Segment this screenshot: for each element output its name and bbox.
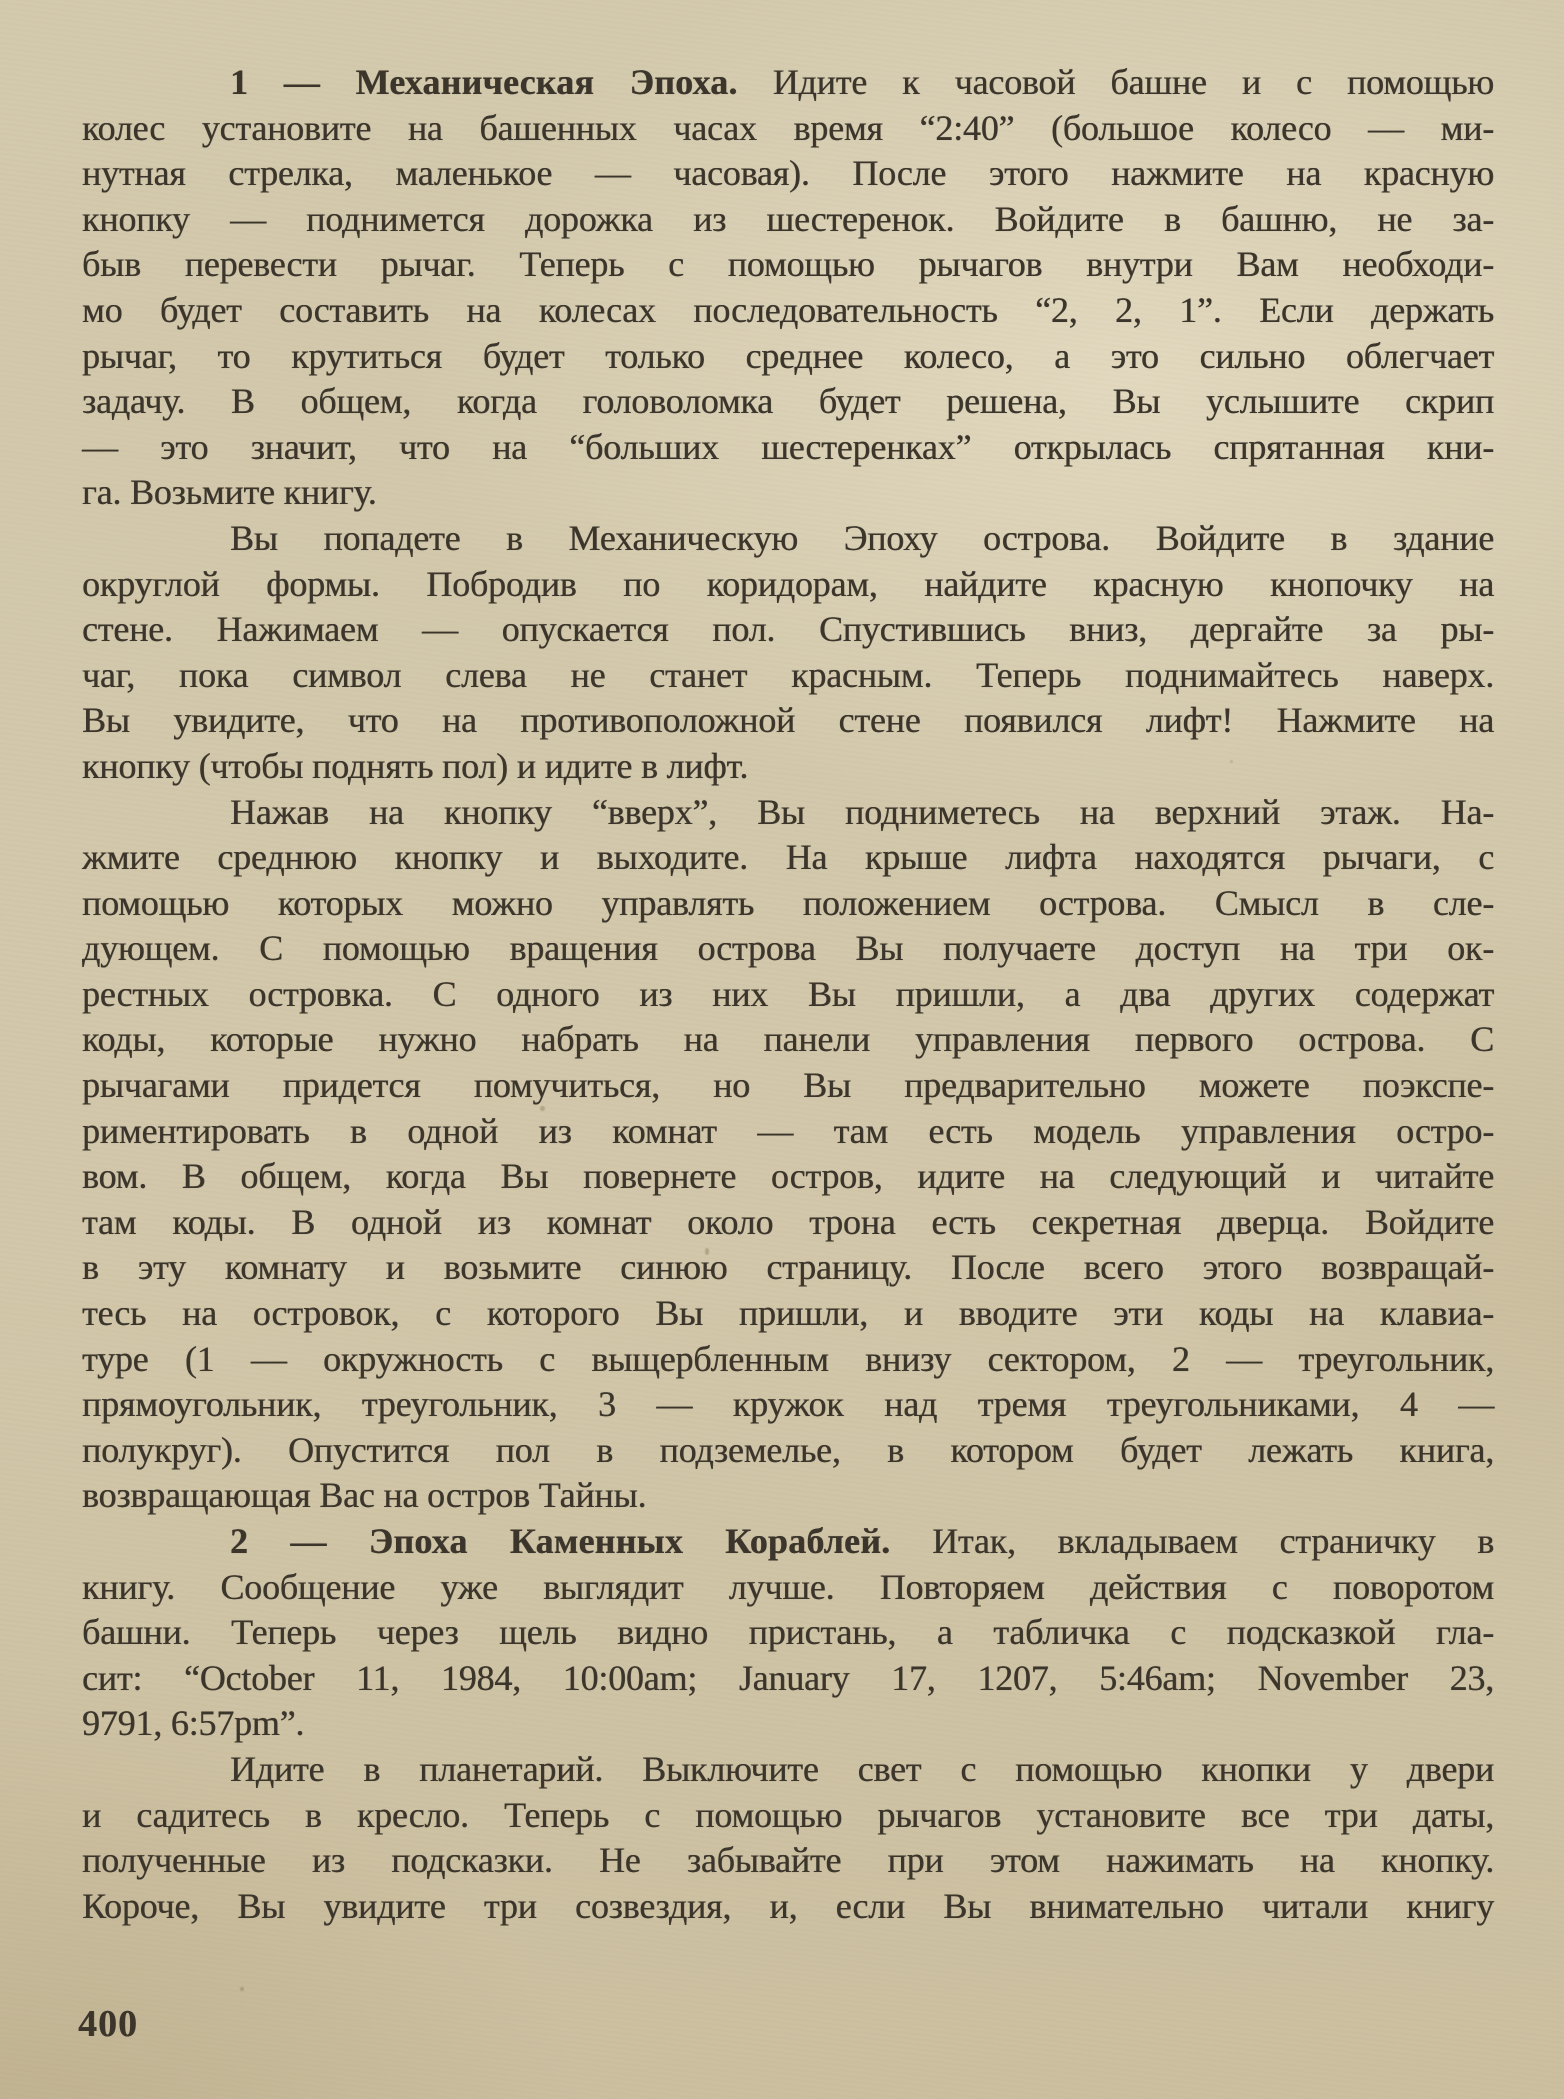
- paragraph: [82, 790, 1494, 1520]
- text-line: — это значит, что на “больших шестеренках” открылась спрятанная кни-: [82, 426, 1494, 467]
- text-line: быв перевести рычаг. Теперь с помощью рычагов внутри Вам необходи-: [82, 244, 1494, 285]
- text-line: жмите среднюю кнопку и выходите. На крыше лифта находятся рычаги, с: [82, 837, 1494, 878]
- text-line: рычагами придется помучиться, но Вы предварительно можете поэкспе-: [82, 1065, 1494, 1106]
- text-line: и садитесь в кресло. Теперь с помощью рычагов установите все три даты,: [82, 1794, 1494, 1835]
- paper-speck: [705, 1248, 709, 1255]
- text-line: кнопку (чтобы поднять пол) и идите в лифт.: [82, 745, 749, 786]
- text-line: Идите в планетарий. Выключите свет с помощью кнопки у двери: [230, 1748, 1494, 1789]
- text-line: рычаг, то крутиться будет только среднее колесо, а это сильно облегчает: [82, 335, 1494, 376]
- text-line: га. Возьмите книгу.: [82, 472, 377, 513]
- paragraph: [82, 60, 1494, 516]
- text-line: 9791, 6:57pm”.: [82, 1703, 305, 1744]
- text-line: Короче, Вы увидите три созвездия, и, если Вы внимательно читали книгу: [82, 1885, 1494, 1926]
- text-line: кнопку — поднимется дорожка из шестеренок. Войдите в башню, не за-: [82, 198, 1494, 239]
- paper-speck: [1230, 760, 1233, 763]
- text-line: мо будет составить на колесах последовательность “2, 2, 1”. Если держать: [82, 289, 1494, 330]
- text-line: чаг, пока символ слева не станет красным. Теперь поднимайтесь наверх.: [82, 654, 1494, 695]
- text-line: сит: “October 11, 1984, 10:00am; January 17, 1207, 5:46am; November 23,: [82, 1657, 1494, 1698]
- text-line: нутная стрелка, маленькое — часовая). После этого нажмите на красную: [82, 153, 1494, 194]
- text-line: риментировать в одной из комнат — там есть модель управления остро-: [82, 1110, 1494, 1151]
- text-line: полукруг). Опустится пол в подземелье, в котором будет лежать книга,: [82, 1429, 1494, 1470]
- text-line: округлой формы. Побродив по коридорам, найдите красную кнопочку на: [82, 563, 1494, 604]
- text-line: в эту комнату и возьмите синюю страницу. После всего этого возвращай-: [82, 1247, 1494, 1288]
- text-line: там коды. В одной из комнат около трона есть секретная дверца. Войдите: [82, 1201, 1494, 1242]
- text-line: книгу. Сообщение уже выглядит лучше. Повторяем действия с поворотом: [82, 1566, 1494, 1607]
- paper-speck: [540, 1106, 545, 1111]
- text-line: дующем. С помощью вращения острова Вы получаете доступ на три ок-: [82, 928, 1494, 969]
- text-line: Нажав на кнопку “вверх”, Вы подниметесь на верхний этаж. На-: [230, 791, 1494, 832]
- text-line: помощью которых можно управлять положением острова. Смысл в сле-: [82, 882, 1494, 923]
- paragraph: [82, 516, 1494, 790]
- page-number: 400: [78, 2003, 138, 2045]
- text-line: Вы увидите, что на противоположной стене появился лифт! Нажмите на: [82, 700, 1494, 741]
- text-line: задачу. В общем, когда головоломка будет решена, Вы услышите скрип: [82, 381, 1494, 422]
- paragraph: [82, 1519, 1494, 1747]
- text-line: башни. Теперь через щель видно пристань, а табличка с подсказкой гла-: [82, 1612, 1494, 1653]
- text-line: тесь на островок, с которого Вы пришли, и вводите эти коды на клавиа-: [82, 1293, 1494, 1334]
- text-line: возвращающая Вас на остров Тайны.: [82, 1475, 647, 1516]
- text-line: Вы попадете в Механическую Эпоху острова. Войдите в здание: [230, 517, 1494, 558]
- text-line: вом. В общем, когда Вы повернете остров, идите на следующий и читайте: [82, 1156, 1494, 1197]
- paragraph-lead: 1 — Механическая Эпоха.: [230, 62, 738, 102]
- text-line: рестных островка. С одного из них Вы пришли, а два других содержат: [82, 973, 1494, 1014]
- text-line: стене. Нажимаем — опускается пол. Спустившись вниз, дергайте за ры-: [82, 609, 1494, 650]
- paragraph-lead: 2 — Эпоха Каменных Кораблей.: [230, 1521, 891, 1561]
- text-block: [82, 60, 1494, 1929]
- text-line: 1 — Механическая Эпоха. Идите к часовой башне и с помощью: [230, 62, 1494, 102]
- paragraph: [82, 1747, 1494, 1929]
- paper-speck: [240, 1987, 244, 1991]
- text-line: прямоугольник, треугольник, 3 — кружок над тремя треугольниками, 4 —: [82, 1384, 1494, 1425]
- text-line: коды, которые нужно набрать на панели управления первого острова. С: [82, 1019, 1494, 1060]
- text-line: полученные из подсказки. Не забывайте при этом нажимать на кнопку.: [82, 1840, 1494, 1881]
- text-line: 2 — Эпоха Каменных Кораблей. Итак, вкладываем страничку в: [230, 1521, 1494, 1561]
- text-line: туре (1 — окружность с выщербленным внизу сектором, 2 — треугольник,: [82, 1338, 1494, 1379]
- text-line: колес установите на башенных часах время “2:40” (большое колесо — ми-: [82, 107, 1494, 148]
